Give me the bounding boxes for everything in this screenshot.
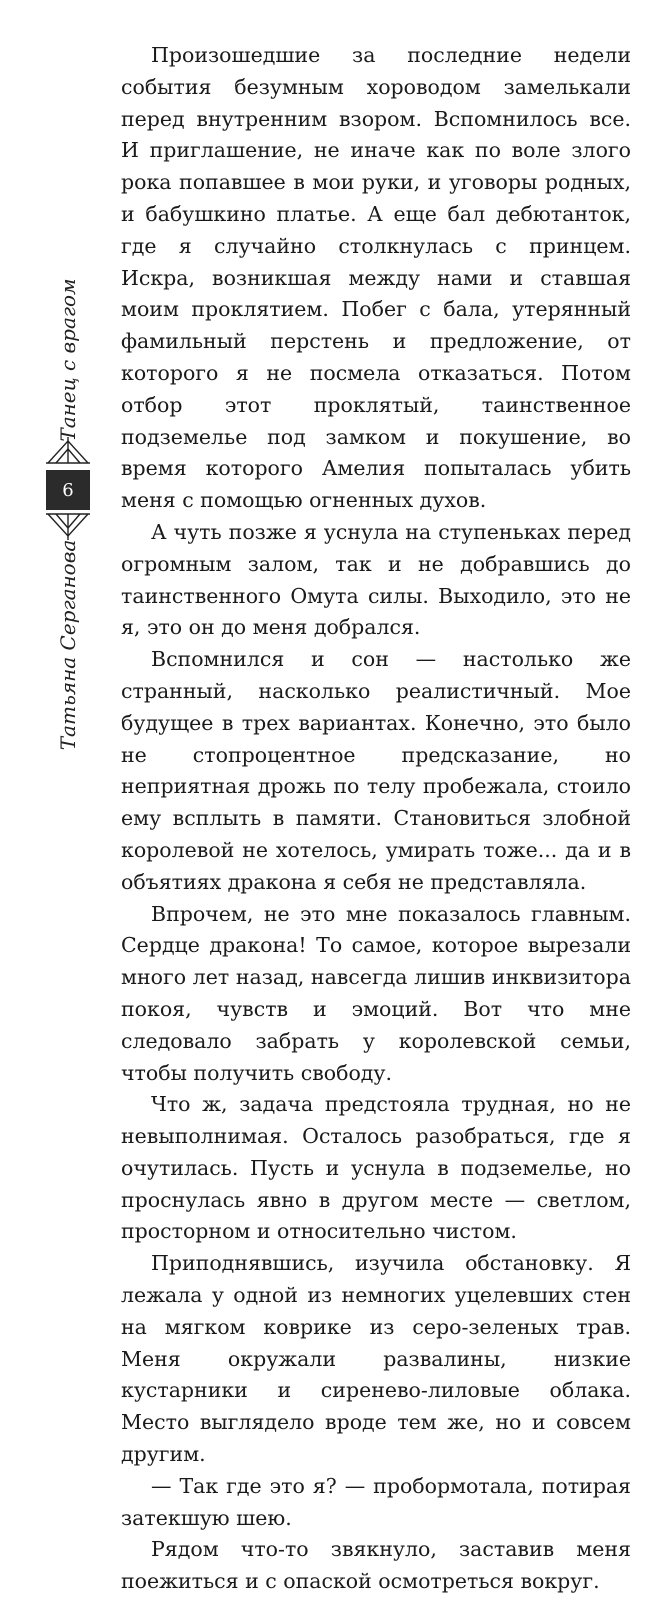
body-text: [121, 40, 631, 1598]
paragraph: Вспомнился и сон — настолько же странный, насколько реалистичный. Мое будущее в трех вариантах. Конечно, это было не стопроцентное предсказание, но неприятная дрожь по телу пробежала, стоило ему всплыть в памяти. Становиться злобной королевой не хотелось, умирать тоже... да и в объятиях дракона я себя не представляла.: [121, 647, 631, 894]
paragraph: Приподнявшись, изучила обстановку. Я лежала у одной из немногих уцелевших стен на мягком коврике из серо-зеленых трав. Меня окружали развалины, низкие кустарники и сиренево-лиловые облака. Место выглядело вроде тем же, но и совсем другим.: [121, 1251, 631, 1467]
paragraph: Что ж, задача предстояла трудная, но не невыполнимая. Осталось разобраться, где я очутилась. Пусть и уснула в подземелье, но проснулась явно в другом месте — светлом, просторном и относительно чистом.: [121, 1092, 631, 1244]
author-name: Татьяна Серганова: [56, 539, 80, 751]
paragraph: А чуть позже я уснула на ступеньках перед огромным залом, так и не добравшись до таинственного Омута силы. Выходило, это не я, это он до меня добрался.: [121, 519, 631, 640]
paragraph: Произошедшие за последние недели события безумным хороводом замелькали перед внутренним взором. Вспомнилось все. И приглашение, не иначе как по воле злого рока попавшее в мои руки, и уговоры родных, и бабушкино платье. А еще бал дебютанток, где я случайно столкнулась с принцем. Искра, возникшая между нами и ставшая моим проклятием. Побег с бала, утерянный фамильный перстень и предложение, от которого я не посмела отказаться. Потом отбор этот проклятый, таинственное подземелье под замком и покушение, во время которого Амелия попыталась убить меня с помощью огненных духов.: [121, 43, 631, 513]
paragraph: — Так где это я? — пробормотала, потирая затекшую шею.: [121, 1473, 631, 1530]
paragraph: Впрочем, не это мне показалось главным. Сердце дракона! То самое, которое вырезали много лет назад, навсегда лишив инквизитора покоя, чувств и эмоций. Вот что мне следовало забрать у королевской семьи, чтобы получить свободу.: [121, 901, 631, 1085]
paragraph: Рядом что-то звякнуло, заставив меня поежиться и с опаской осмотреться вокруг.: [121, 1537, 631, 1594]
page-sidebar: [38, 278, 98, 1000]
page-number: 6: [46, 470, 90, 510]
book-title: Танец с врагом: [56, 278, 80, 442]
ornament-top-icon: [44, 435, 92, 465]
ornament-bottom-icon: [44, 512, 92, 542]
